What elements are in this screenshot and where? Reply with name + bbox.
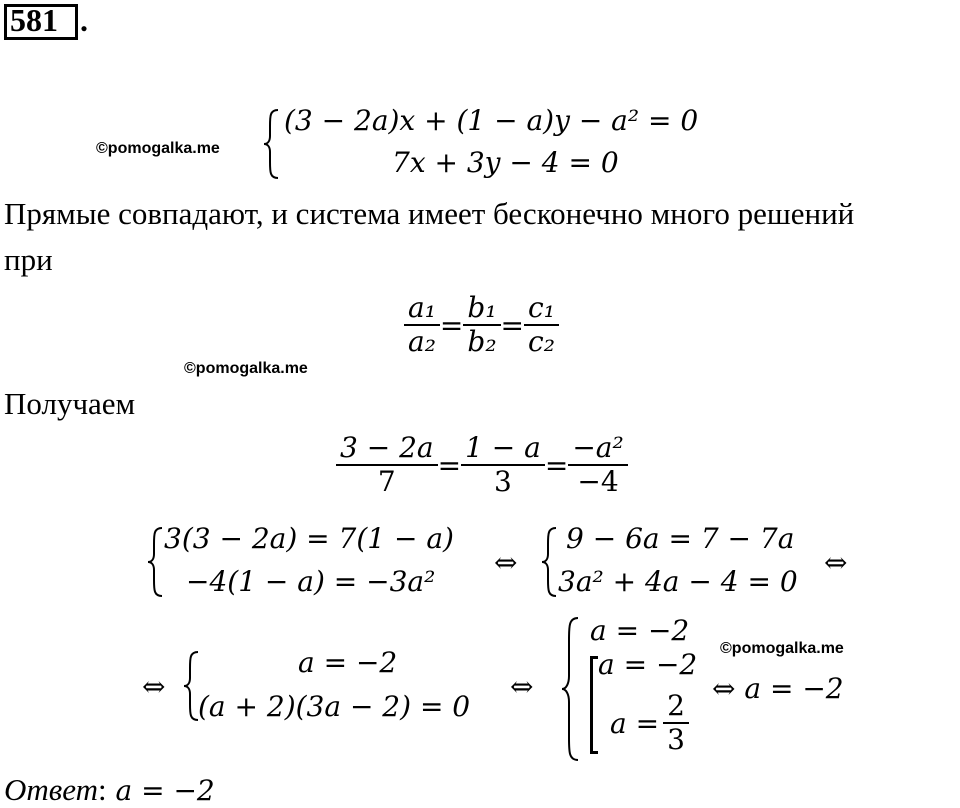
equivalence-arrow: ⇔ (510, 670, 534, 703)
step2-left-line-2: (a + 2)(3a − 2) = 0 (198, 690, 471, 723)
system-line-1: (3 − 2a)x + (1 − a)y − a² = 0 (284, 104, 699, 137)
step1-left-line-1: 3(3 − 2a) = 7(1 − a) (164, 522, 454, 555)
paragraph-when: при (4, 242, 53, 277)
paragraph-lines-coincide: Прямые совпадают, и система имеет бесконечно много решений (4, 196, 855, 231)
step1-right-line-1: 9 − 6a = 7 − 7a (566, 522, 795, 555)
equals-sign: = (439, 308, 464, 342)
equivalence-arrow: ⇔ (142, 670, 166, 703)
problem-number-dot: . (80, 2, 88, 38)
answer-line (4, 772, 215, 808)
step1-right-line-2: 3a² + 4a − 4 = 0 (558, 565, 798, 598)
step1-brace-left (146, 526, 166, 598)
answer-label: Ответ (4, 772, 98, 807)
fraction-sub-1: $\frac{3 - 2a}{7}$ (336, 432, 438, 498)
final-result: ⇔ a = −2 (712, 672, 844, 705)
collection-option-2: a = $\frac{2}{3}$ (610, 690, 689, 756)
step2-right-line-1: a = −2 (590, 614, 690, 647)
problem-number (10, 2, 58, 39)
watermark: ©pomogalka.me (184, 360, 308, 377)
watermark: ©pomogalka.me (720, 640, 844, 657)
fraction-sub-3: $\frac{\text{−a²}}{-4}$ (568, 432, 627, 498)
step2-left-line-1: a = −2 (298, 646, 398, 679)
step1-brace-right (540, 526, 560, 598)
problem-number-value: 581 (10, 2, 58, 38)
equals-sign: = (437, 448, 462, 482)
fraction-c: $\frac{\text{c₁}}{\text{c₂}}$ (524, 292, 559, 358)
fraction-b: $\frac{\text{b₁}}{\text{b₂}}$ (463, 292, 500, 358)
equivalence-arrow: ⇔ (494, 546, 518, 579)
answer-value: a = −2 (106, 774, 215, 807)
collection-option-1: a = −2 (598, 648, 698, 681)
fraction-two-thirds: $\frac{2}{3}$ (663, 690, 689, 756)
collection-bracket (590, 656, 598, 754)
step2-brace-big (560, 616, 582, 762)
ratio-condition (404, 292, 559, 358)
paragraph-we-get: Получаем (4, 386, 136, 421)
equals-sign: = (544, 448, 569, 482)
equivalence-arrow: ⇔ (824, 546, 848, 579)
fraction-a: $\frac{\text{a₁}}{\text{a₂}}$ (404, 292, 440, 358)
watermark: ©pomogalka.me (96, 140, 220, 157)
answer-colon: : (97, 772, 107, 807)
fraction-sub-2: $\frac{1 - a}{3}$ (461, 432, 545, 498)
system-line-2: 7x + 3y − 4 = 0 (392, 146, 619, 179)
step1-left-line-2: −4(1 − a) = −3a² (186, 565, 436, 598)
ratio-substituted (336, 432, 628, 498)
equals-sign: = (500, 308, 525, 342)
system-brace (262, 108, 282, 180)
